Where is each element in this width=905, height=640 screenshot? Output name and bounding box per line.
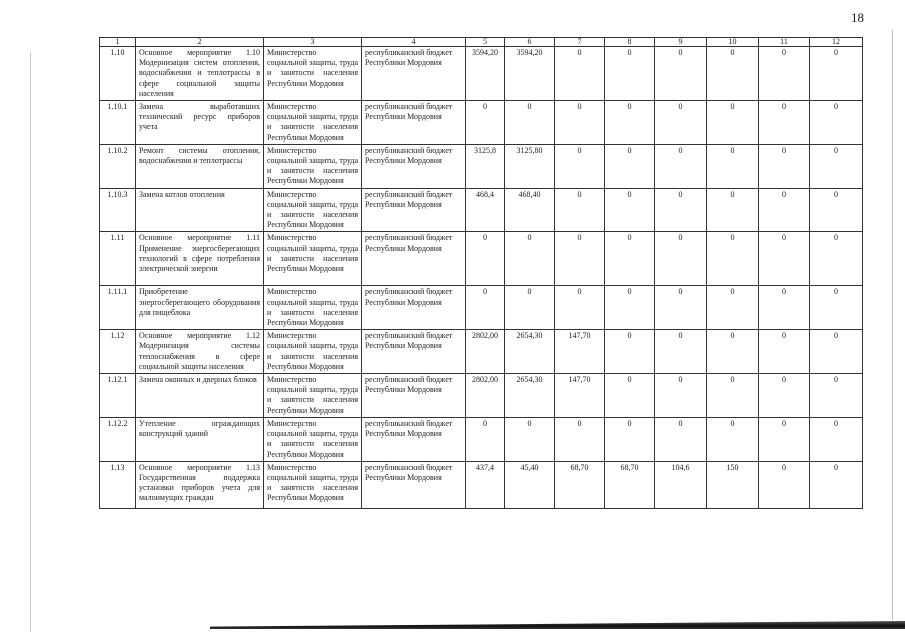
- col-header: 12: [810, 38, 863, 47]
- col-header: 7: [555, 38, 605, 47]
- value-cell: 0: [810, 330, 863, 374]
- responsible-org: Министерство социальной защиты, труда и занятости населения Республики Мордовия: [264, 330, 362, 374]
- row-number: 1.10: [100, 47, 136, 101]
- value-cell: 0: [655, 188, 707, 232]
- value-cell: 150: [707, 461, 759, 508]
- col-header: 8: [605, 38, 655, 47]
- funding-source: республиканский бюджет Республики Мордовия: [362, 286, 466, 330]
- col-header: 3: [264, 38, 362, 47]
- value-cell: 0: [555, 286, 605, 330]
- col-header: 4: [362, 38, 466, 47]
- value-cell: 3594,20: [505, 47, 555, 101]
- value-cell: 468,4: [466, 188, 505, 232]
- table-row: [100, 101, 863, 145]
- table-row: [100, 144, 863, 188]
- col-header: 9: [655, 38, 707, 47]
- row-number: 1.10.2: [100, 144, 136, 188]
- value-cell: 3125,8: [466, 144, 505, 188]
- value-cell: 0: [759, 232, 810, 286]
- value-cell: 0: [605, 374, 655, 418]
- responsible-org: Министерство социальной защиты, труда и занятости населения Республики Мордовия: [264, 461, 362, 508]
- measure-name: Ремонт системы отопления, водоснабжения и теплотрассы: [136, 144, 264, 188]
- row-number: 1.10.3: [100, 188, 136, 232]
- funding-source: республиканский бюджет Республики Мордовия: [362, 461, 466, 508]
- row-number: 1.11: [100, 232, 136, 286]
- value-cell: 0: [466, 286, 505, 330]
- measure-name: Замена котлов отопления: [136, 188, 264, 232]
- table-row: [100, 417, 863, 461]
- value-cell: 147,70: [555, 330, 605, 374]
- row-number: 1.12.2: [100, 417, 136, 461]
- value-cell: 0: [555, 232, 605, 286]
- col-header: 10: [707, 38, 759, 47]
- value-cell: 0: [555, 417, 605, 461]
- value-cell: 0: [810, 188, 863, 232]
- value-cell: 0: [466, 417, 505, 461]
- value-cell: 104,6: [655, 461, 707, 508]
- value-cell: 0: [759, 144, 810, 188]
- responsible-org: Министерство социальной защиты, труда и занятости населения Республики Мордовия: [264, 232, 362, 286]
- responsible-org: Министерство социальной защиты, труда и занятости населения Республики Мордовия: [264, 101, 362, 145]
- value-cell: 0: [555, 101, 605, 145]
- value-cell: 0: [505, 417, 555, 461]
- row-number: 1.12.1: [100, 374, 136, 418]
- table-row: [100, 188, 863, 232]
- responsible-org: Министерство социальной защиты, труда и занятости населения Республики Мордовия: [264, 374, 362, 418]
- value-cell: 0: [555, 188, 605, 232]
- funding-source: республиканский бюджет Республики Мордовия: [362, 330, 466, 374]
- funding-source: республиканский бюджет Республики Мордовия: [362, 374, 466, 418]
- table-row: [100, 286, 863, 330]
- value-cell: 0: [759, 374, 810, 418]
- value-cell: 0: [759, 188, 810, 232]
- value-cell: 68,70: [555, 461, 605, 508]
- value-cell: 0: [555, 47, 605, 101]
- table-row: [100, 47, 863, 101]
- value-cell: 2802,00: [466, 330, 505, 374]
- value-cell: 0: [605, 232, 655, 286]
- page-number: 18: [851, 10, 864, 25]
- value-cell: 0: [466, 101, 505, 145]
- value-cell: 0: [707, 374, 759, 418]
- value-cell: 0: [655, 101, 707, 145]
- value-cell: 0: [605, 417, 655, 461]
- funding-source: республиканский бюджет Республики Мордовия: [362, 101, 466, 145]
- value-cell: 2654,30: [505, 330, 555, 374]
- value-cell: 0: [655, 374, 707, 418]
- value-cell: 0: [707, 144, 759, 188]
- value-cell: 3125,80: [505, 144, 555, 188]
- table-row: [100, 232, 863, 286]
- responsible-org: Министерство социальной защиты, труда и занятости населения Республики Мордовия: [264, 47, 362, 101]
- measure-name: Основное мероприятие 1.12 Модернизация системы теплоснабжения в сфере социальной защиты населения: [136, 330, 264, 374]
- value-cell: 0: [810, 417, 863, 461]
- value-cell: 0: [759, 417, 810, 461]
- value-cell: 0: [759, 47, 810, 101]
- responsible-org: Министерство социальной защиты, труда и занятости населения Республики Мордовия: [264, 188, 362, 232]
- value-cell: 0: [655, 47, 707, 101]
- measure-name: Основное мероприятие 1.11 Применение энергосберегающих технологий в сфере потребления электрической энергии: [136, 232, 264, 286]
- value-cell: 0: [707, 417, 759, 461]
- value-cell: 0: [655, 286, 707, 330]
- col-header: 5: [466, 38, 505, 47]
- value-cell: 0: [759, 330, 810, 374]
- row-number: 1.12: [100, 330, 136, 374]
- scan-left-edge: [30, 52, 31, 632]
- col-header: 2: [136, 38, 264, 47]
- col-header: 11: [759, 38, 810, 47]
- responsible-org: Министерство социальной защиты, труда и занятости населения Республики Мордовия: [264, 417, 362, 461]
- row-number: 1.11.1: [100, 286, 136, 330]
- value-cell: 0: [555, 144, 605, 188]
- measure-name: Утепление ограждающих конструкций зданий: [136, 417, 264, 461]
- value-cell: 0: [707, 101, 759, 145]
- responsible-org: Министерство социальной защиты, труда и занятости населения Республики Мордовия: [264, 286, 362, 330]
- value-cell: 2654,30: [505, 374, 555, 418]
- value-cell: 0: [655, 144, 707, 188]
- value-cell: 0: [810, 232, 863, 286]
- value-cell: 0: [655, 232, 707, 286]
- value-cell: 0: [707, 286, 759, 330]
- value-cell: 0: [505, 101, 555, 145]
- responsible-org: Министерство социальной защиты, труда и занятости населения Республики Мордовия: [264, 144, 362, 188]
- table-row: [100, 461, 863, 508]
- value-cell: 3594,20: [466, 47, 505, 101]
- measure-name: Основное мероприятие 1.13 Государственная поддержка установки приборов учета для малоимущих граждан: [136, 461, 264, 508]
- value-cell: 0: [655, 417, 707, 461]
- value-cell: 0: [707, 330, 759, 374]
- funding-source: республиканский бюджет Республики Мордовия: [362, 188, 466, 232]
- value-cell: 147,70: [555, 374, 605, 418]
- col-header: 1: [100, 38, 136, 47]
- value-cell: 0: [655, 330, 707, 374]
- value-cell: 0: [707, 232, 759, 286]
- value-cell: 2802,00: [466, 374, 505, 418]
- program-measures-table: [99, 37, 863, 509]
- value-cell: 437,4: [466, 461, 505, 508]
- funding-source: республиканский бюджет Республики Мордовия: [362, 232, 466, 286]
- value-cell: 0: [605, 47, 655, 101]
- scan-bottom-shadow: [210, 621, 905, 629]
- value-cell: 0: [759, 101, 810, 145]
- value-cell: 68,70: [605, 461, 655, 508]
- value-cell: 0: [759, 286, 810, 330]
- value-cell: 0: [707, 188, 759, 232]
- measure-name: Замена выработавших технический ресурс приборов учета: [136, 101, 264, 145]
- table-row: [100, 374, 863, 418]
- value-cell: 0: [605, 101, 655, 145]
- table-row: [100, 330, 863, 374]
- table-header-row: [100, 38, 863, 47]
- value-cell: 0: [605, 286, 655, 330]
- scan-right-edge: [892, 30, 893, 620]
- value-cell: 0: [605, 188, 655, 232]
- value-cell: 468,40: [505, 188, 555, 232]
- value-cell: 0: [810, 461, 863, 508]
- measure-name: Замена оконных и дверных блоков: [136, 374, 264, 418]
- value-cell: 0: [605, 330, 655, 374]
- value-cell: 0: [810, 286, 863, 330]
- value-cell: 0: [810, 374, 863, 418]
- value-cell: 0: [810, 101, 863, 145]
- value-cell: 0: [505, 232, 555, 286]
- value-cell: 0: [605, 144, 655, 188]
- col-header: 6: [505, 38, 555, 47]
- row-number: 1.13: [100, 461, 136, 508]
- measure-name: Приобретение энергосберегающего оборудования для пищеблока: [136, 286, 264, 330]
- value-cell: 0: [759, 461, 810, 508]
- value-cell: 0: [707, 47, 759, 101]
- value-cell: 0: [466, 232, 505, 286]
- value-cell: 0: [810, 47, 863, 101]
- measure-name: Основное мероприятие 1.10 Модернизация систем отопления, водоснабжения и теплотрассы в сфере социальной защиты населения: [136, 47, 264, 101]
- value-cell: 45,40: [505, 461, 555, 508]
- funding-source: республиканский бюджет Республики Мордовия: [362, 47, 466, 101]
- value-cell: 0: [505, 286, 555, 330]
- row-number: 1.10.1: [100, 101, 136, 145]
- value-cell: 0: [810, 144, 863, 188]
- funding-source: республиканский бюджет Республики Мордовия: [362, 417, 466, 461]
- funding-source: республиканский бюджет Республики Мордовия: [362, 144, 466, 188]
